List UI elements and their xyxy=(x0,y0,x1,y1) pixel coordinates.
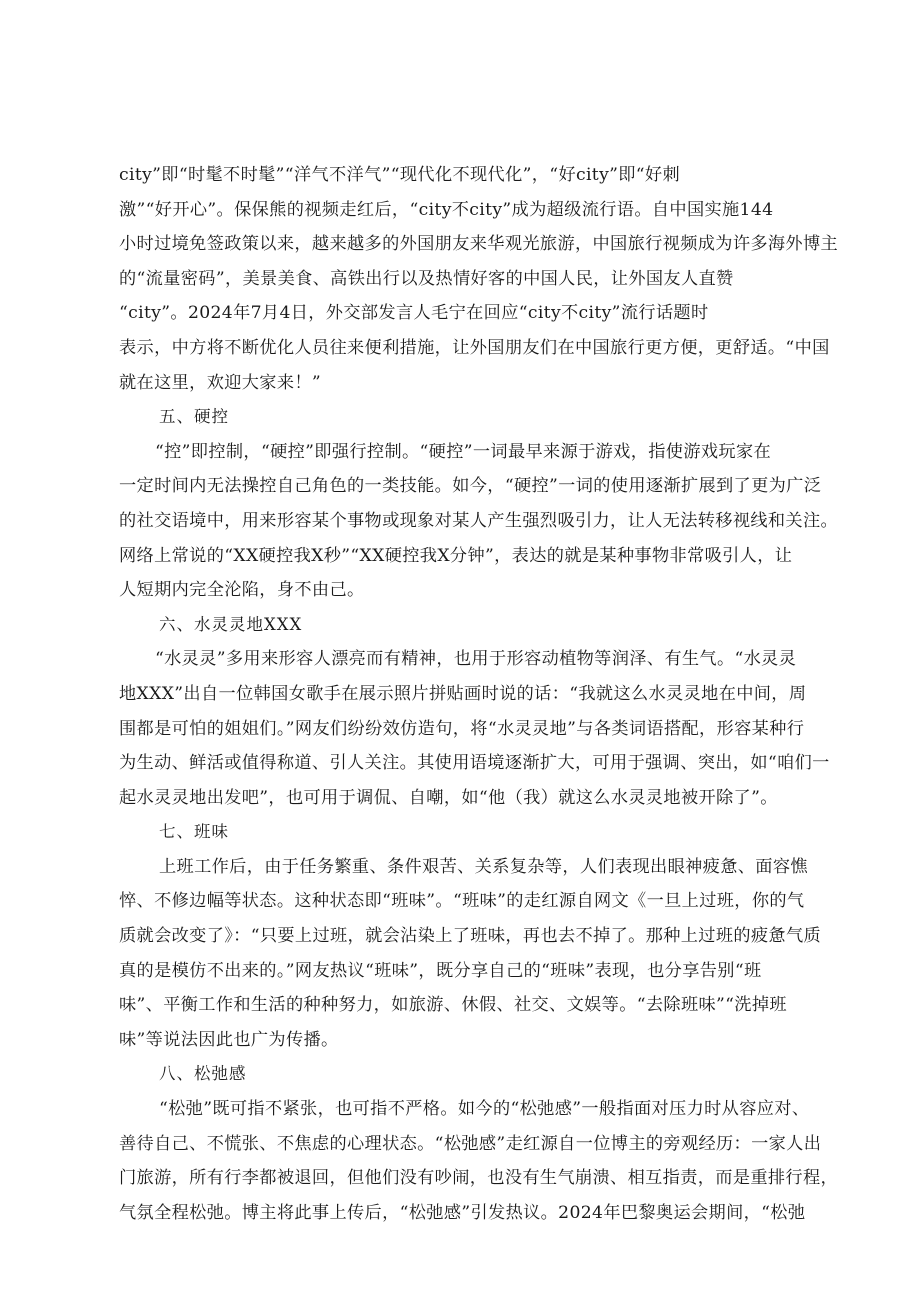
text-line: 表示，中方将不断优化人员往来便利措施，让外国朋友们在中国旅行更方便，更舒适。“中国 xyxy=(119,337,830,358)
text-line: 的“流量密码”，美景美食、高铁出行以及热情好客的中国人民，让外国友人直赞 xyxy=(119,268,734,289)
text-line: 起水灵灵地出发吧”，也可用于调侃、自嘲，如“他（我）就这么水灵灵地被开除了”。 xyxy=(119,787,778,808)
text-line: 质就会改变了》：“只要上过班，就会沾染上了班味，再也去不掉了。那种上过班的疲惫气质 xyxy=(119,926,822,947)
section-heading-8: 八、松弛感 xyxy=(159,1064,247,1084)
paragraph-shuilingling xyxy=(119,642,830,815)
text-line: “松弛”既可指不紧张，也可指不严格。如今的“松弛感”一般指面对压力时从容应对、 xyxy=(159,1099,810,1120)
text-line: 为生动、鲜活或值得称道、引人关注。其使用语境逐渐扩大，可用于强调、突出，如“咱们一 xyxy=(119,753,830,774)
text-line: “水灵灵”多用来形容人漂亮而有精神，也用于形容动植物等润泽、有生气。“水灵灵 xyxy=(155,649,797,670)
text-line: 善待自己、不慌张、不焦虑的心理状态。“松弛感”走红源自一位博主的旁观经历：一家人出 xyxy=(119,1133,822,1154)
paragraph-city xyxy=(119,158,839,400)
text-line: 味”等说法因此也广为传播。 xyxy=(119,1029,339,1050)
text-line: 网络上常说的“XX硬控我X秒”“XX硬控我X分钟”，表达的就是某种事物非常吸引人，让 xyxy=(119,545,793,566)
text-line: 地XXX”出自一位韩国女歌手在展示照片拼贴画时说的话：“我就这么水灵灵地在中间，周 xyxy=(119,683,807,704)
text-line: 的社交语境中，用来形容某个事物或现象对某人产生强烈吸引力，让人无法转移视线和关注。 xyxy=(119,510,839,531)
text-line: “控”即控制，“硬控”即强行控制。“硬控”一词最早来源于游戏，指使游戏玩家在 xyxy=(155,441,772,462)
document-body xyxy=(119,158,839,1230)
text-line: 上班工作后，由于任务繁重、条件艰苦、关系复杂等，人们表现出眼神疲惫、面容憔 xyxy=(159,856,808,877)
text-line: 就在这里，欢迎大家来！” xyxy=(119,372,322,393)
text-line: 味”、平衡工作和生活的种种努力，如旅游、休假、社交、文娱等。“去除班味”“洗掉班 xyxy=(119,995,787,1016)
text-line: 真的是模仿不出来的。”网友热议“班味”，既分享自己的“班味”表现，也分享告别“班 xyxy=(119,960,762,981)
text-line: 气氛全程松弛。博主将此事上传后，“松弛感”引发热议。2024年巴黎奥运会期间，“松弛 xyxy=(119,1202,806,1223)
paragraph-songchigan xyxy=(119,1092,839,1230)
section-heading-7: 七、班味 xyxy=(159,822,229,842)
paragraph-yingkong xyxy=(119,435,839,608)
text-line: 门旅游，所有行李都被退回，但他们没有吵闹，也没有生气崩溃、相互指责，而是重排行程， xyxy=(119,1168,839,1189)
section-heading-5: 五、硬控 xyxy=(159,407,229,427)
text-line: 围都是可怕的姐姐们。”网友们纷纷效仿造句，将“水灵灵地”与各类词语搭配，形容某种行 xyxy=(119,718,805,739)
text-line: 一定时间内无法操控自己角色的一类技能。如今，“硬控”一词的使用逐渐扩展到了更为广泛 xyxy=(119,476,822,497)
text-line: 小时过境免签政策以来，越来越多的外国朋友来华观光旅游，中国旅行视频成为许多海外博主 xyxy=(119,234,839,255)
text-line: 悴、不修边幅等状态。这种状态即“班味”。“班味”的走红源自网文《一旦上过班，你的气 xyxy=(119,891,805,912)
section-heading-6: 六、水灵灵地XXX xyxy=(159,614,303,634)
text-line: city”即“时髦不时髦”“洋气不洋气”“现代化不现代化”，“好city”即“好刺 xyxy=(119,165,681,185)
text-line: 激”“好开心”。保保熊的视频走红后，“city不city”成为超级流行语。自中国实施144 xyxy=(119,199,774,220)
paragraph-banwei xyxy=(119,850,820,1058)
text-line: “city”。2024年7月4日，外交部发言人毛宁在回应“city不city”流行话题时 xyxy=(119,303,709,324)
text-line: 人短期内完全沦陷，身不由己。 xyxy=(119,580,365,601)
